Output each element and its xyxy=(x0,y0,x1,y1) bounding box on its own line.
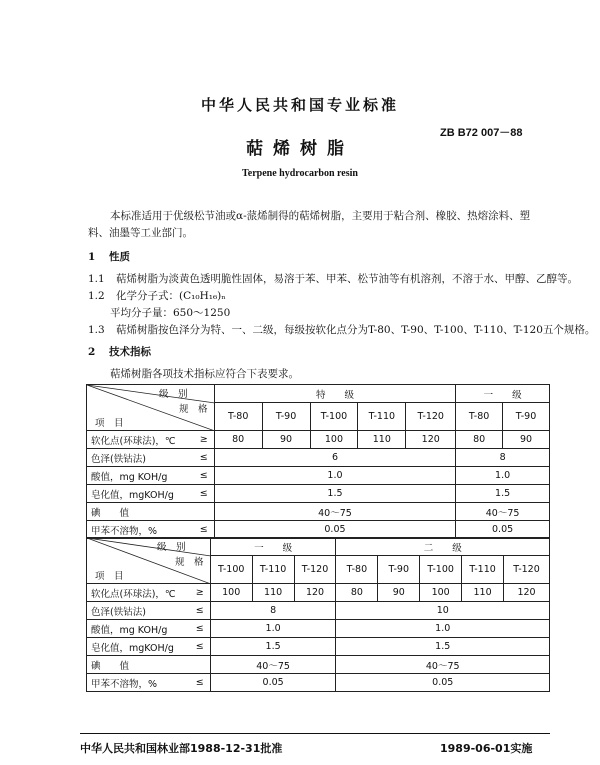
row-label: 甲苯不溶物，% xyxy=(87,674,187,692)
row-label: 软化点(环球法)，℃ xyxy=(87,584,187,602)
item-1-2-weight: 平均分子量：650～1250 xyxy=(110,307,231,319)
value-cell: 80 xyxy=(214,431,262,449)
section2-title: 技术指标 xyxy=(108,346,151,358)
spec-cell: T-120 xyxy=(504,556,550,584)
value-cell: 120 xyxy=(504,584,550,602)
row-symbol: ≤ xyxy=(190,449,214,467)
item-text: 萜烯树脂为淡黄色透明脆性固体，易溶于苯、甲苯、松节油等有机溶剂，不溶于水、甲醇、乙醇等。 xyxy=(116,273,579,285)
table-row xyxy=(87,638,550,656)
spec-cell: T-100 xyxy=(210,556,252,584)
grade-first: 一 级 xyxy=(210,538,336,556)
value-cell: 80 xyxy=(456,431,503,449)
spec-cell: T-110 xyxy=(358,403,406,431)
value-cell: 100 xyxy=(210,584,252,602)
grade-first: 一 级 xyxy=(456,385,550,403)
section2-number: 2 xyxy=(88,346,96,358)
table-row xyxy=(87,485,550,503)
value-cell: 90 xyxy=(262,431,310,449)
spec-cell: T-120 xyxy=(294,556,336,584)
row-symbol: ≥ xyxy=(190,431,214,449)
document-title: 萜烯树脂 xyxy=(246,139,354,159)
spec-cell: T-80 xyxy=(456,403,503,431)
table-row xyxy=(87,584,550,602)
value-cell: 110 xyxy=(462,584,504,602)
value-cell: 110 xyxy=(358,431,406,449)
row-label: 甲苯不溶物，% xyxy=(87,521,191,539)
section1-heading xyxy=(88,249,130,264)
table-row xyxy=(87,602,550,620)
footer-divider xyxy=(80,733,550,734)
spec-cell: T-80 xyxy=(214,403,262,431)
spec-cell: T-90 xyxy=(378,556,420,584)
value-cell: 100 xyxy=(310,431,358,449)
spec-cell: T-120 xyxy=(406,403,456,431)
value-cell: 0.05 xyxy=(214,521,455,539)
corner-header xyxy=(87,385,215,431)
value-cell: 1.5 xyxy=(210,638,336,656)
spec-header: 规 格 xyxy=(175,557,204,568)
value-cell: 1.5 xyxy=(336,638,550,656)
section1-number: 1 xyxy=(88,251,96,263)
value-cell: 40～75 xyxy=(336,656,550,674)
value-cell: 0.05 xyxy=(210,674,336,692)
spec-cell: T-90 xyxy=(262,403,310,431)
row-label: 碘 值 xyxy=(87,503,191,521)
grade-premium: 特 级 xyxy=(214,385,455,403)
row-symbol: ≥ xyxy=(186,584,210,602)
spec-header: 规 格 xyxy=(179,404,208,415)
spec-cell: T-100 xyxy=(420,556,462,584)
value-cell: 1.0 xyxy=(456,467,550,485)
row-label: 酸值，mg KOH/g xyxy=(87,467,191,485)
row-symbol: ≤ xyxy=(186,674,210,692)
item-1-1 xyxy=(88,271,578,288)
row-symbol: ≤ xyxy=(190,521,214,539)
spec-cell: T-90 xyxy=(503,403,550,431)
row-symbol xyxy=(186,656,210,674)
effective-date: 1989-06-01实施 xyxy=(440,742,533,755)
value-cell: 1.0 xyxy=(336,620,550,638)
spec-table-1 xyxy=(86,384,550,539)
value-cell: 8 xyxy=(210,602,336,620)
item-1-3 xyxy=(88,322,595,339)
item-header: 项 目 xyxy=(95,571,124,582)
row-symbol xyxy=(190,503,214,521)
item-header: 项 目 xyxy=(95,418,124,429)
row-label: 色泽(铁钴法) xyxy=(87,449,191,467)
corner-header xyxy=(87,538,211,584)
value-cell: 40～75 xyxy=(456,503,550,521)
row-label: 皂化值，mgKOH/g xyxy=(87,638,187,656)
value-cell: 10 xyxy=(336,602,550,620)
row-symbol: ≤ xyxy=(186,602,210,620)
item-text: 化学分子式：(C₁₀H₁₆)ₙ xyxy=(116,290,226,302)
value-cell: 0.05 xyxy=(336,674,550,692)
row-symbol: ≤ xyxy=(190,467,214,485)
table-row xyxy=(87,674,550,692)
value-cell: 40～75 xyxy=(210,656,336,674)
item-number: 1.1 xyxy=(88,273,105,285)
table-row xyxy=(87,431,550,449)
document-title-en: Terpene hydrocarbon resin xyxy=(242,168,358,179)
value-cell: 8 xyxy=(456,449,550,467)
spec-table-2 xyxy=(86,537,550,692)
spec-cell: T-100 xyxy=(310,403,358,431)
item-number: 1.3 xyxy=(88,324,105,336)
org-title: 中华人民共和国专业标准 xyxy=(200,96,399,114)
row-label: 软化点(环球法)，℃ xyxy=(87,431,191,449)
value-cell: 120 xyxy=(406,431,456,449)
table-row xyxy=(87,656,550,674)
item-1-2 xyxy=(88,288,226,305)
spec-cell: T-110 xyxy=(462,556,504,584)
row-symbol: ≤ xyxy=(186,638,210,656)
row-symbol: ≤ xyxy=(186,620,210,638)
value-cell: 0.05 xyxy=(456,521,550,539)
value-cell: 40～75 xyxy=(214,503,455,521)
value-cell: 120 xyxy=(294,584,336,602)
grade-header: 级 别 xyxy=(159,389,188,400)
item-text: 萜烯树脂按色泽分为特、一、二级，每级按软化点分为T-80、T-90、T-100、T-110、T-120五个规格。 xyxy=(116,324,596,336)
value-cell: 100 xyxy=(420,584,462,602)
value-cell: 80 xyxy=(336,584,378,602)
table-row xyxy=(87,620,550,638)
table-row xyxy=(87,449,550,467)
section2-lead: 萜烯树脂各项技术指标应符合下表要求。 xyxy=(110,368,299,380)
table-row xyxy=(87,521,550,539)
row-symbol: ≤ xyxy=(190,485,214,503)
value-cell: 90 xyxy=(378,584,420,602)
value-cell: 90 xyxy=(503,431,550,449)
table-row xyxy=(87,467,550,485)
spec-cell: T-80 xyxy=(336,556,378,584)
value-cell: 1.0 xyxy=(210,620,336,638)
value-cell: 110 xyxy=(252,584,294,602)
table-row xyxy=(87,503,550,521)
row-label: 皂化值，mgKOH/g xyxy=(87,485,191,503)
grade-second: 二 级 xyxy=(336,538,550,556)
section2-heading xyxy=(88,344,151,359)
standard-number: ZB B72 007－88 xyxy=(440,127,523,139)
item-number: 1.2 xyxy=(88,290,105,302)
section1-title: 性质 xyxy=(108,251,130,263)
intro-paragraph: 本标准适用于优级松节油或α-蒎烯制得的萜烯树脂，主要用于粘合剂、橡胶、热熔涂料、塑料、油墨等工业部门。 xyxy=(88,210,531,239)
value-cell: 6 xyxy=(214,449,455,467)
approval-line: 中华人民共和国林业部1988-12-31批准 xyxy=(80,742,283,755)
value-cell: 1.5 xyxy=(456,485,550,503)
value-cell: 1.0 xyxy=(214,467,455,485)
row-label: 色泽(铁钴法) xyxy=(87,602,187,620)
row-label: 碘 值 xyxy=(87,656,187,674)
value-cell: 1.5 xyxy=(214,485,455,503)
spec-cell: T-110 xyxy=(252,556,294,584)
row-label: 酸值，mg KOH/g xyxy=(87,620,187,638)
grade-header: 级 别 xyxy=(157,542,186,553)
